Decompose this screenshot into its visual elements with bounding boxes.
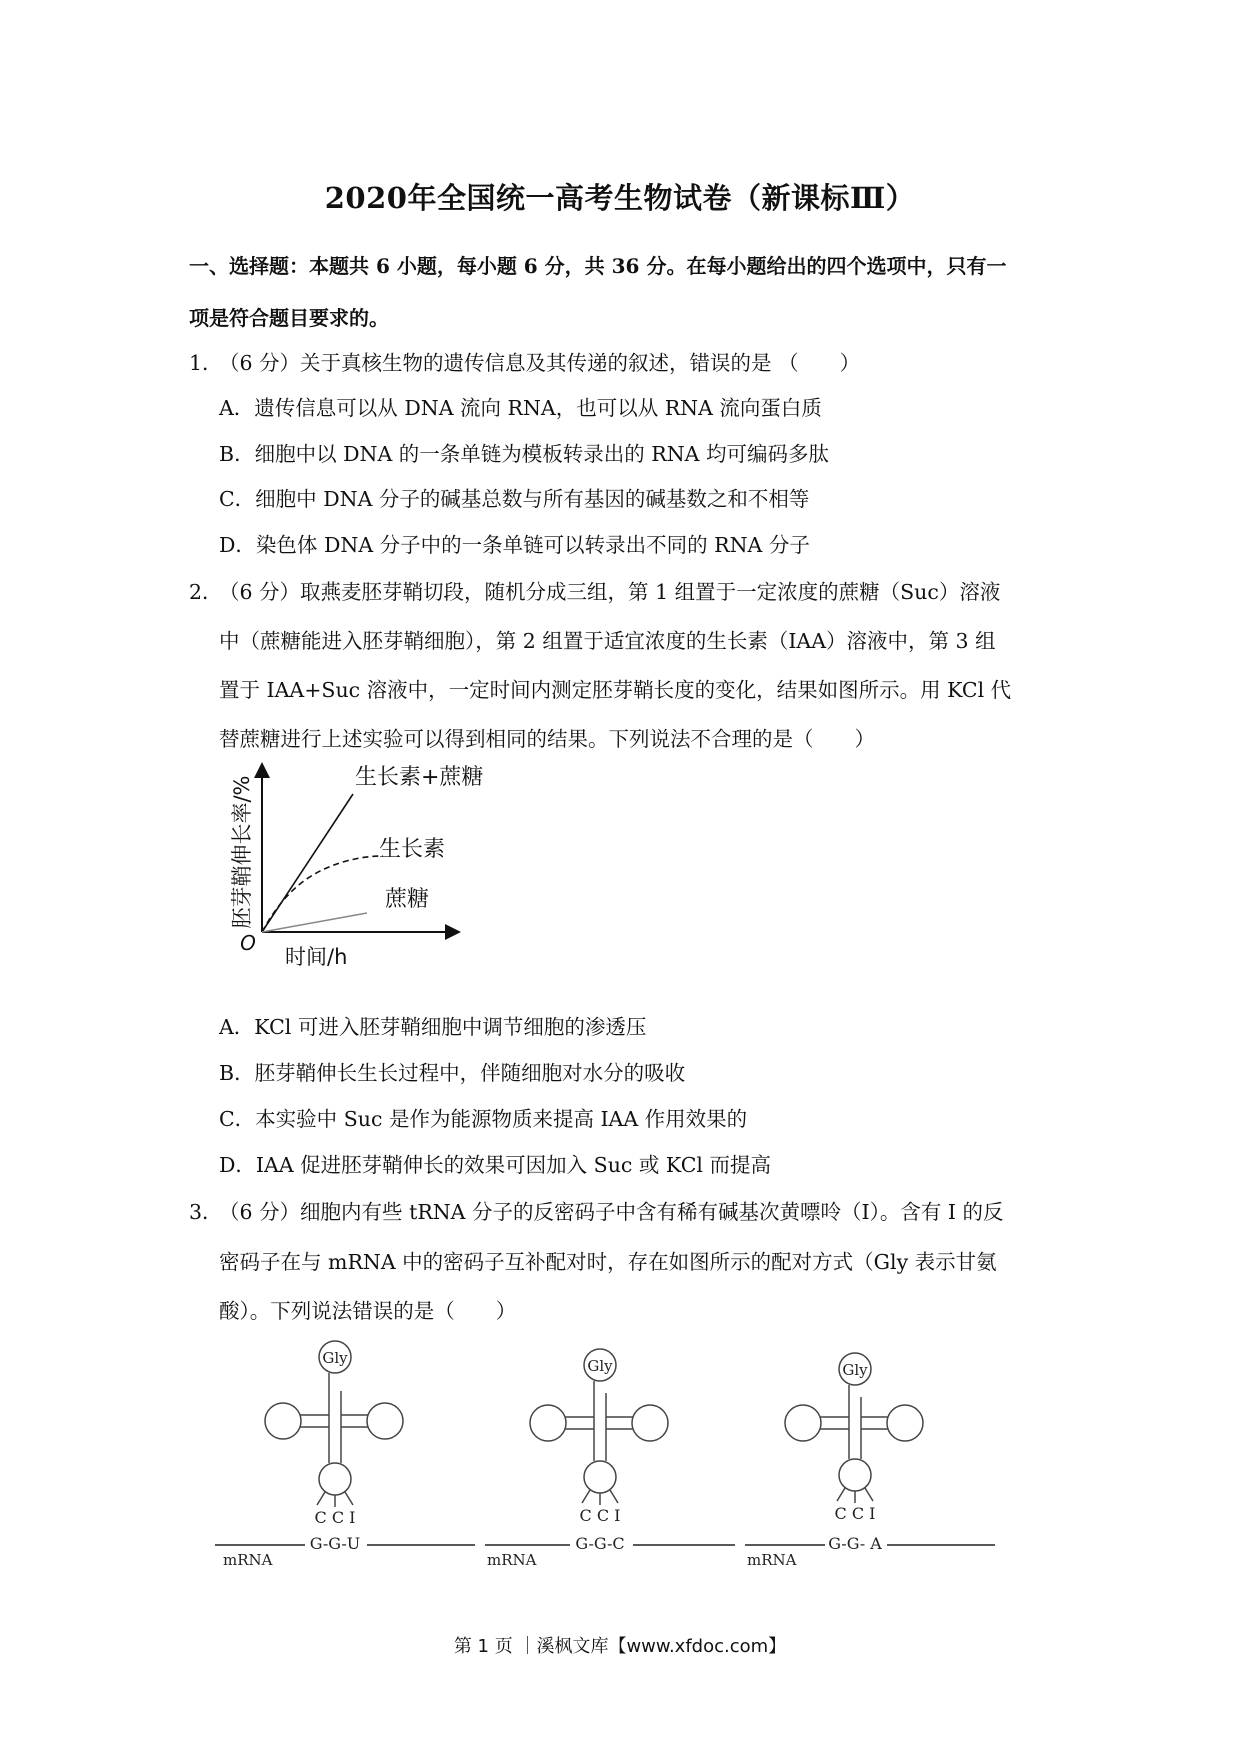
question-1-number: 1． (189, 351, 223, 375)
growth-chart (215, 760, 515, 975)
amino-acid-label-3: Gly (842, 1361, 868, 1379)
question-1-text: （6 分）关于真核生物的遗传信息及其传递的叙述，错误的是 （ ） (219, 351, 861, 375)
question-2-option-b: B．胚芽鞘伸长生长过程中，伴随细胞对水分的吸收 (219, 1061, 686, 1085)
question-1-option-a: A．遗传信息可以从 DNA 流向 RNA，也可以从 RNA 流向蛋白质 (219, 396, 822, 420)
question-1-option-d: D．染色体 DNA 分子中的一条单链可以转录出不同的 RNA 分子 (219, 533, 810, 557)
question-2-option-a: A．KCl 可进入胚芽鞘细胞中调节细胞的渗透压 (219, 1015, 647, 1039)
series-label-iaa-suc: 生长素+蔗糖 (355, 765, 484, 790)
series-label-suc: 蔗糖 (385, 887, 430, 912)
anticodon-label-1: C C I (314, 1508, 356, 1527)
section-heading-line1: 一、选择题：本题共 6 小题，每小题 6 分，共 36 分。在每小题给出的四个选项中，只有一 (189, 254, 1007, 278)
question-1-option-b: B．细胞中以 DNA 的一条单链为模板转录出的 RNA 均可编码多肽 (219, 442, 829, 466)
question-2-text-line4: 替蔗糖进行上述实验可以得到相同的结果。下列说法不合理的是（ ） (219, 727, 875, 751)
mrna-label-3: mRNA (747, 1551, 797, 1569)
question-3-number: 3． (189, 1200, 223, 1224)
codon-label-2: G-G-C (575, 1534, 625, 1553)
question-2-stem (189, 575, 1000, 605)
anticodon-label-3: C C I (834, 1504, 876, 1523)
trna-2 (530, 1349, 668, 1553)
trna-1 (265, 1341, 403, 1553)
question-2-number: 2． (189, 580, 223, 604)
series-label-iaa: 生长素 (379, 837, 446, 862)
page-title: 2020年全国统一高考生物试卷（新课标Ⅲ） (324, 181, 916, 215)
mrna-label-1: mRNA (223, 1551, 273, 1569)
trna-pairing-figure (215, 1335, 1015, 1575)
codon-label-1: G-G-U (309, 1534, 361, 1553)
x-axis-label: 时间/h (285, 945, 348, 969)
question-3-text-line1: （6 分）细胞内有些 tRNA 分子的反密码子中含有稀有碱基次黄嘌呤（I）。含有 I 的反 (219, 1200, 1004, 1224)
question-1-option-c: C．细胞中 DNA 分子的碱基总数与所有基因的碱基数之和不相等 (219, 487, 810, 511)
anticodon-label-2: C C I (579, 1506, 621, 1525)
question-1-stem (189, 346, 860, 376)
codon-label-3: G-G- A (828, 1534, 882, 1553)
question-3-text-line3: 酸）。下列说法错误的是（ ） (219, 1299, 517, 1323)
section-heading-line2: 项是符合题目要求的。 (189, 306, 389, 330)
question-2-option-c: C．本实验中 Suc 是作为能源物质来提高 IAA 作用效果的 (219, 1107, 748, 1131)
origin-label: O (240, 931, 256, 955)
question-2-option-d: D．IAA 促进胚芽鞘伸长的效果可因加入 Suc 或 KCl 而提高 (219, 1153, 771, 1177)
series-suc-line (262, 913, 367, 932)
question-3-stem (189, 1195, 1003, 1225)
trna-3 (785, 1353, 923, 1553)
y-axis-label: 胚芽鞘伸长率/% (230, 775, 254, 929)
question-2-text-line1: （6 分）取燕麦胚芽鞘切段，随机分成三组，第 1 组置于一定浓度的蔗糖（Suc）溶液 (219, 580, 1001, 604)
amino-acid-label-1: Gly (322, 1349, 348, 1367)
amino-acid-label-2: Gly (587, 1357, 613, 1375)
question-3-text-line2: 密码子在与 mRNA 中的密码子互补配对时，存在如图所示的配对方式（Gly 表示甘氨 (219, 1250, 997, 1274)
question-2-text-line2: 中（蔗糖能进入胚芽鞘细胞），第 2 组置于适宜浓度的生长素（IAA）溶液中，第 3 组 (219, 629, 996, 653)
mrna-label-2: mRNA (487, 1551, 537, 1569)
page-footer: 第 1 页 ｜溪枫文库【www.xfdoc.com】 (453, 1636, 787, 1657)
question-2-text-line3: 置于 IAA+Suc 溶液中，一定时间内测定胚芽鞘长度的变化，结果如图所示。用 KCl 代 (219, 678, 1012, 702)
